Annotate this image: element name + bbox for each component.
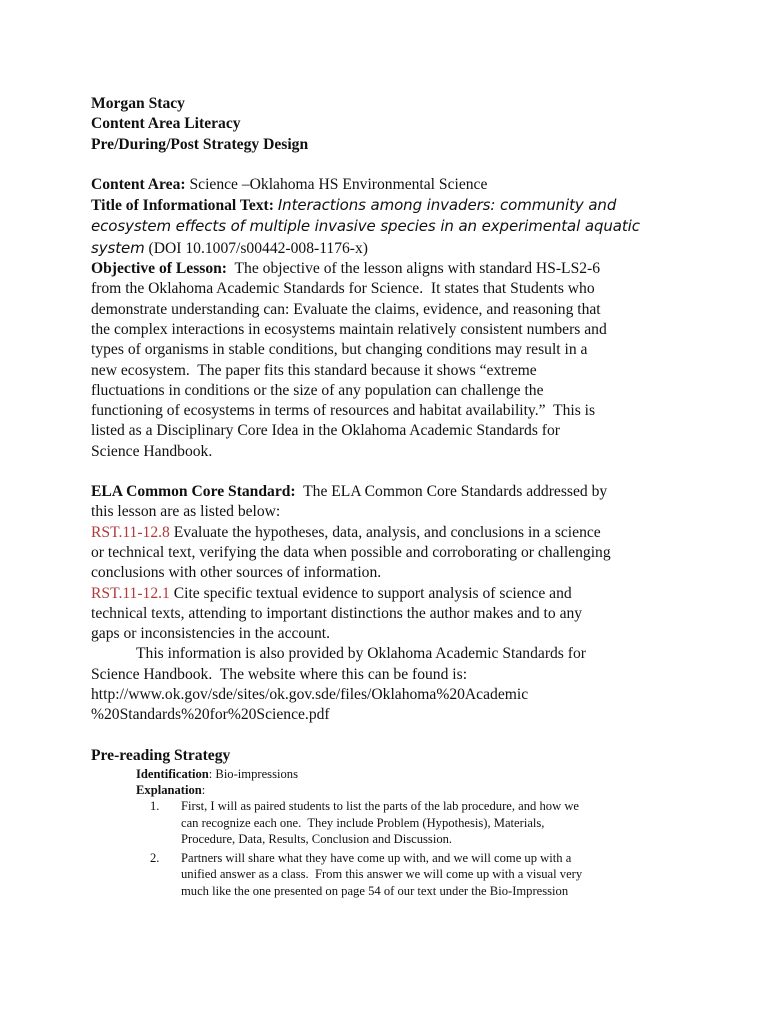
- list-number: 1.: [150, 799, 160, 814]
- list-item: [150, 850, 691, 899]
- ela-line: this lesson are as listed below:: [91, 503, 281, 521]
- title-label: Title of Informational Text:: [91, 197, 274, 215]
- identification-value: : Bio-impressions: [208, 766, 298, 781]
- objective-line-1: Objective of Lesson: The objective of the lesson aligns with standard HS-LS2-6: [91, 260, 601, 278]
- standards-url-line-1: http://www.ok.gov/sde/sites/ok.gov.sde/files/Oklahoma%20Academic: [91, 686, 529, 704]
- explanation-label: Explanation: [136, 782, 202, 797]
- title-line-3: [91, 238, 691, 259]
- assignment-title: Pre/During/Post Strategy Design: [91, 135, 309, 153]
- list-item-line: unified answer as a class. From this answer we will come up with a visual very: [181, 867, 583, 882]
- standard-line: or technical text, verifying the data when possible and corroborating or challenging: [91, 543, 611, 561]
- objective-line: new ecosystem. The paper fits this standard because it shows “extreme: [91, 361, 537, 379]
- info-line: Science Handbook. The website where this can be found is:: [91, 665, 468, 683]
- author-name: Morgan Stacy: [91, 95, 185, 112]
- course-name: Content Area Literacy: [91, 115, 241, 133]
- document-header: [91, 94, 691, 155]
- list-item: [150, 798, 691, 847]
- objective-line: the complex interactions in ecosystems maintain relatively consistent numbers and: [91, 320, 607, 338]
- standard-code-link[interactable]: RST.11-12.8: [91, 523, 170, 541]
- list-item-line: First, I will as paired students to list the parts of the lab procedure, and how we: [181, 799, 580, 814]
- objective-line: types of organisms in stable conditions, but changing conditions may result in a: [91, 341, 588, 359]
- text-title-part-3: system: [91, 238, 145, 257]
- ela-line-1: ELA Common Core Standard: The ELA Common Core Standards addressed by: [91, 483, 608, 501]
- standard-code-link[interactable]: RST.11-12.1: [91, 584, 170, 602]
- strategy-steps-list: [150, 798, 691, 899]
- standard-line: gaps or inconsistencies in the account.: [91, 625, 331, 643]
- list-item-line: Procedure, Data, Results, Conclusion and Discussion.: [181, 831, 453, 846]
- standard-line: RST.11-12.1 Cite specific textual evidence to support analysis of science and: [91, 584, 572, 602]
- objective-line: functioning of ecosystems in terms of resources and habitat availability.” This is: [91, 402, 596, 420]
- text-title-part-2: ecosystem effects of multiple invasive species in an experimental aquatic: [91, 217, 640, 236]
- standards-url-line-2: %20Standards%20for%20Science.pdf: [91, 706, 330, 724]
- objective-line: Science Handbook.: [91, 442, 213, 460]
- list-item-line: Partners will share what they have come up with, and we will come up with a: [181, 851, 572, 866]
- content-area-line: [91, 175, 691, 195]
- text-title-part-1: Interactions among invaders: community and: [277, 196, 617, 215]
- content-area-label: Content Area:: [91, 175, 186, 193]
- objective-line: listed as a Disciplinary Core Idea in the Oklahoma Academic Standards for: [91, 422, 560, 440]
- objective-line: fluctuations in conditions or the size of any population can challenge the: [91, 381, 544, 399]
- ela-label: ELA Common Core Standard:: [91, 483, 296, 501]
- standard-line: RST.11-12.8 Evaluate the hypotheses, data, analysis, and conclusions in a science: [91, 523, 601, 541]
- title-line-2: [91, 216, 691, 237]
- list-number: 2.: [150, 851, 160, 866]
- identification-label: Identification: [136, 766, 209, 781]
- pre-reading-title: Pre-reading Strategy: [91, 746, 231, 764]
- info-line: This information is also provided by Oklahoma Academic Standards for: [136, 645, 586, 663]
- explanation-line: Explanation:: [136, 782, 206, 797]
- content-area-value: Science –Oklahoma HS Environmental Science: [189, 175, 488, 193]
- objective-line: demonstrate understanding can: Evaluate the claims, evidence, and reasoning that: [91, 300, 601, 318]
- list-item-line: much like the one presented on page 54 of our text under the Bio-Impression: [181, 883, 569, 898]
- identification-line: [91, 766, 691, 782]
- standard-line: conclusions with other sources of information.: [91, 564, 382, 582]
- doi: (DOI 10.1007/s00442-008-1176-x): [148, 239, 368, 257]
- objective-line: from the Oklahoma Academic Standards for Science. It states that Students who: [91, 280, 595, 298]
- document-page: [91, 94, 691, 902]
- list-item-line: can recognize each one. They include Problem (Hypothesis), Materials,: [181, 815, 545, 830]
- standard-line: technical texts, attending to important distinctions the author makes and to any: [91, 604, 583, 622]
- objective-label: Objective of Lesson:: [91, 260, 227, 278]
- title-line-1: [91, 195, 691, 216]
